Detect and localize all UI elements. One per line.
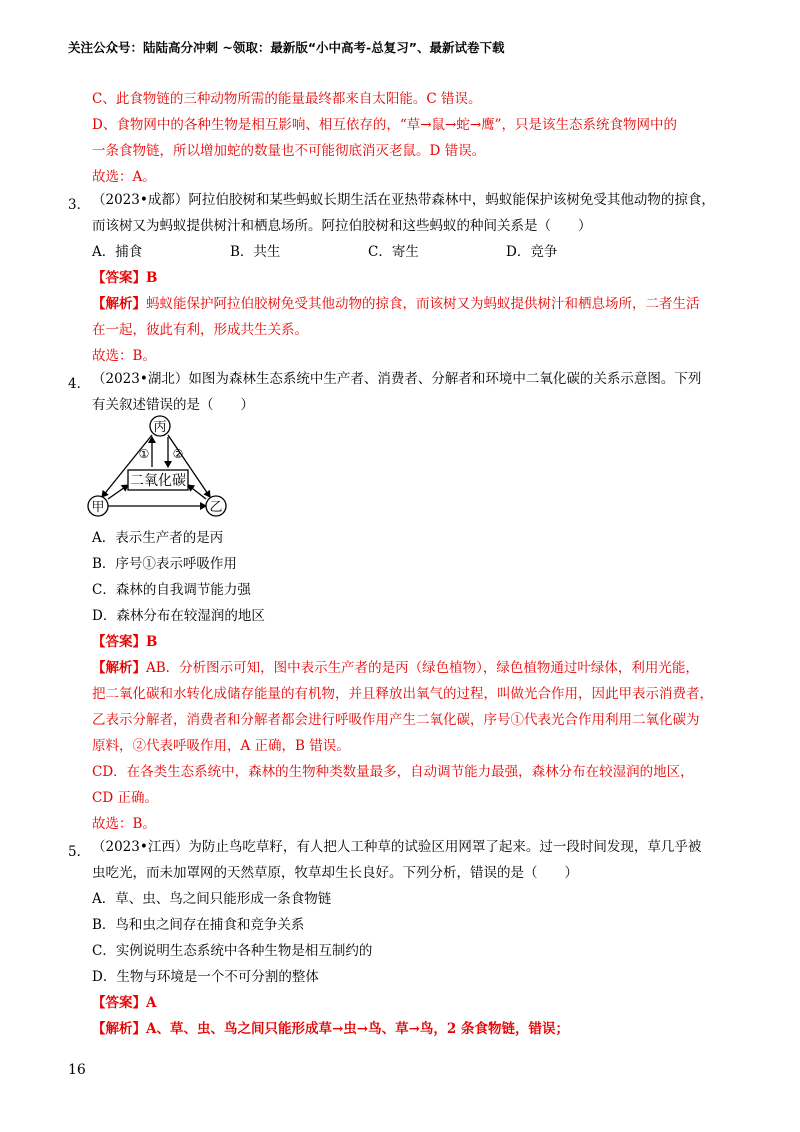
q5-option-a: A．草、虫、鸟之间只能形成一条食物链 <box>92 891 332 907</box>
q4-analysis-1: 【解析】AB．分析图示可知，图中表示生产者的是丙（绿色植物），绿色植物通过叶绿体，利用光能， <box>92 660 699 676</box>
q4-option-a: A．表示生产者的是丙 <box>92 530 224 546</box>
q3-option-d: D．竞争 <box>506 244 558 260</box>
q4-option-d: D．森林分布在较湿润的地区 <box>92 608 265 624</box>
q5-option-d: D．生物与环境是一个不可分割的整体 <box>92 969 319 985</box>
q5-option-c: C．实例说明生态系统中各种生物是相互制约的 <box>92 943 373 959</box>
q3-answer-label: 【答案】 <box>92 270 146 286</box>
q3-analysis-1: 【解析】蚂蚁能保护阿拉伯胶树免受其他动物的掠食，而该树又为蚂蚁提供树汁和栖息场所，二者生活 <box>92 296 700 312</box>
q5-answer <box>92 993 156 1013</box>
q3-answer <box>92 268 157 288</box>
q3-option-b: B．共生 <box>230 244 281 260</box>
q3-choice: 故选：B。 <box>92 348 156 364</box>
q5-number: 5． <box>68 844 91 860</box>
q4-stem-2: 有关叙述错误的是（ ） <box>92 397 254 413</box>
q5-analysis-1: 【解析】A、草、虫、鸟之间只能形成草→虫→鸟、草→鸟，2 条食物链，错误； <box>92 1021 570 1037</box>
q5-analysis-label: 【解析】 <box>92 1021 146 1037</box>
q3-answer-value: B <box>146 270 158 286</box>
q4-analysis-2: 把二氧化碳和水转化成储存能量的有机物，并且释放出氧气的过程，叫做光合作用，因此甲表示消费者， <box>92 686 713 702</box>
q5-answer-value: A <box>146 995 157 1011</box>
q4-stem-1: （2023•湖北）如图为森林生态系统中生产者、消费者、分解者和环境中二氧化碳的关系示意图。下列 <box>92 371 702 387</box>
arrow-2-label: ② <box>172 447 184 461</box>
q4-answer <box>92 632 157 652</box>
q3-options <box>92 242 557 262</box>
q4-option-c: C．森林的自我调节能力强 <box>92 582 251 598</box>
q5-stem-1: （2023•江西）为防止鸟吃草籽，有人把人工种草的试验区用网罩了起来。过一段时间发现，草几乎被 <box>92 839 702 855</box>
co2-label: 二氧化碳 <box>130 473 186 489</box>
q5-option-b: B．鸟和虫之间存在捕食和竞争关系 <box>92 917 305 933</box>
q4-analysis-label: 【解析】 <box>92 660 146 676</box>
q5-answer-label: 【答案】 <box>92 995 146 1011</box>
prev-analysis-d1: D、食物网中的各种生物是相互影响、相互依存的，“草→鼠→蛇→鹰”，只是该生态系统食物网中的 <box>92 117 678 133</box>
q4-answer-label: 【答案】 <box>92 634 146 650</box>
prev-analysis-d2: 一条食物链，所以增加蛇的数量也不可能彻底消灭老鼠。D 错误。 <box>92 143 486 159</box>
carbon-cycle-diagram <box>86 413 236 525</box>
q3-stem-1: （2023•成都）阿拉伯胶树和某些蚂蚁长期生活在亚热带森林中，蚂蚁能保护该树免受其他动物的掠食， <box>92 192 715 208</box>
arrow-1-label: ① <box>138 447 150 461</box>
page-header: 关注公众号：陆陆高分冲刺 ~领取：最新版“小中高考-总复习”、最新试卷下载 <box>68 40 505 55</box>
q3-stem-2: 而该树又为蚂蚁提供树汁和栖息场所。阿拉伯胶树和这些蚂蚁的种间关系是（ ） <box>92 218 592 234</box>
q4-analysis-4: 原料，②代表呼吸作用，A 正确，B 错误。 <box>92 738 350 754</box>
node-yi-label: 乙 <box>209 500 223 515</box>
node-jia-label: 甲 <box>91 500 105 515</box>
q4-number: 4． <box>68 376 91 392</box>
q4-analysis-5: CD．在各类生态系统中，森林的生物种类数量最多，自动调节能力最强，森林分布在较湿润的地区， <box>92 764 694 780</box>
q3-number: 3． <box>68 197 91 213</box>
q4-analysis-3: 乙表示分解者，消费者和分解者都会进行呼吸作用产生二氧化碳，序号①代表光合作用利用二氧化碳为 <box>92 712 700 728</box>
prev-analysis-c: C、此食物链的三种动物所需的能量最终都来自太阳能。C 错误。 <box>92 91 482 107</box>
q3-analysis-2: 在一起，彼此有利，形成共生关系。 <box>92 322 308 338</box>
q4-choice: 故选：B。 <box>92 816 156 832</box>
q3-option-a: A．捕食 <box>92 244 143 260</box>
q3-option-c: C．寄生 <box>368 244 419 260</box>
q5-stem-2: 虫吃光，而未加罩网的天然草原，牧草却生长良好。下列分析，错误的是（ ） <box>92 865 578 881</box>
q4-answer-value: B <box>146 634 158 650</box>
arrow-jia-to-co2 <box>108 485 128 499</box>
q3-analysis-label: 【解析】 <box>92 296 146 312</box>
prev-choice: 故选：A。 <box>92 169 156 185</box>
node-bing-label: 丙 <box>153 420 167 435</box>
q4-analysis-6: CD 正确。 <box>92 790 158 806</box>
q4-option-b: B．序号①表示呼吸作用 <box>92 556 237 572</box>
page-number: 16 <box>68 1062 86 1078</box>
